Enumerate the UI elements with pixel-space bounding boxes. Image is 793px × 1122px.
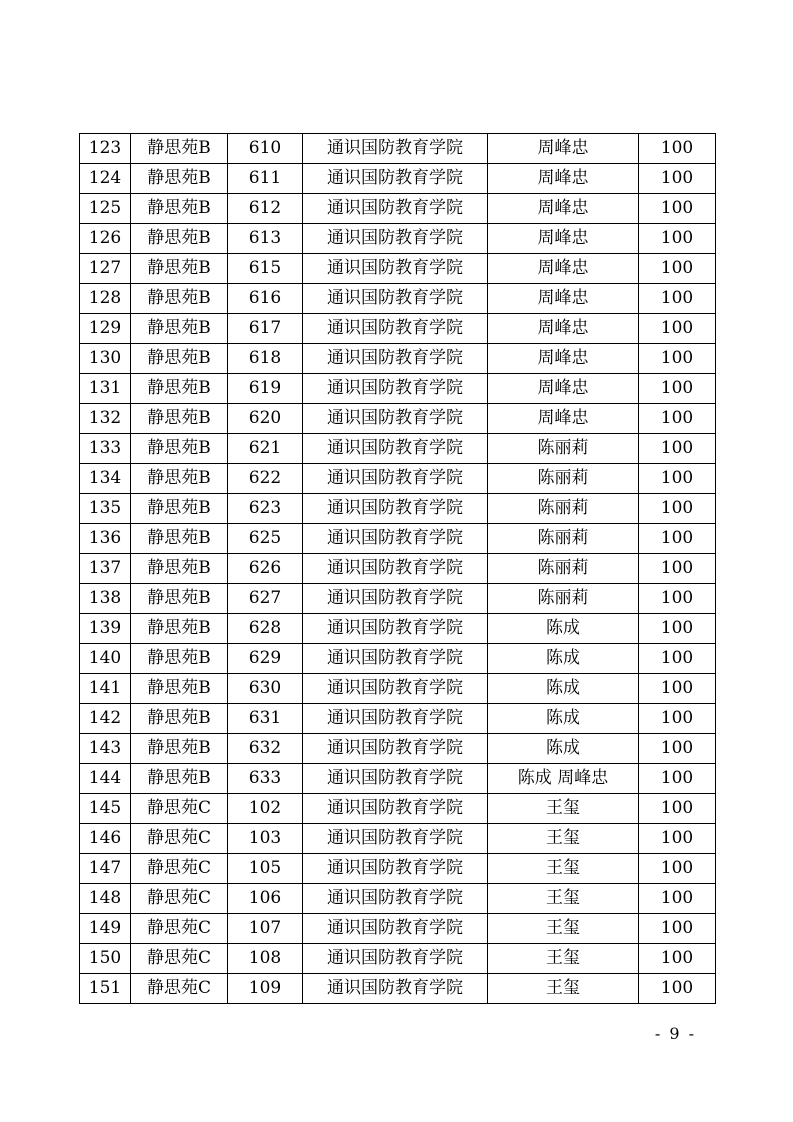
manager-cell: 王玺 [488, 974, 639, 1004]
row-number-cell: 134 [80, 464, 131, 494]
manager-cell: 周峰忠 [488, 164, 639, 194]
score-cell: 100 [639, 134, 716, 164]
manager-cell: 王玺 [488, 944, 639, 974]
room-cell: 622 [228, 464, 303, 494]
building-cell: 静思苑C [131, 914, 228, 944]
room-cell: 108 [228, 944, 303, 974]
room-cell: 612 [228, 194, 303, 224]
table-row [80, 524, 716, 554]
manager-cell: 周峰忠 [488, 254, 639, 284]
table-row [80, 704, 716, 734]
score-cell: 100 [639, 494, 716, 524]
row-number-cell: 147 [80, 854, 131, 884]
manager-cell: 周峰忠 [488, 344, 639, 374]
manager-cell: 陈丽莉 [488, 434, 639, 464]
score-cell: 100 [639, 524, 716, 554]
manager-cell: 王玺 [488, 914, 639, 944]
college-cell: 通识国防教育学院 [303, 854, 488, 884]
college-cell: 通识国防教育学院 [303, 704, 488, 734]
table-row [80, 764, 716, 794]
college-cell: 通识国防教育学院 [303, 524, 488, 554]
table-row [80, 254, 716, 284]
room-cell: 617 [228, 314, 303, 344]
college-cell: 通识国防教育学院 [303, 314, 488, 344]
room-cell: 107 [228, 914, 303, 944]
college-cell: 通识国防教育学院 [303, 464, 488, 494]
score-cell: 100 [639, 284, 716, 314]
row-number-cell: 142 [80, 704, 131, 734]
table-row [80, 884, 716, 914]
room-cell: 627 [228, 584, 303, 614]
table-row [80, 404, 716, 434]
score-cell: 100 [639, 944, 716, 974]
row-number-cell: 135 [80, 494, 131, 524]
manager-cell: 陈丽莉 [488, 524, 639, 554]
row-number-cell: 144 [80, 764, 131, 794]
manager-cell: 周峰忠 [488, 374, 639, 404]
manager-cell: 陈成 [488, 674, 639, 704]
room-cell: 629 [228, 644, 303, 674]
row-number-cell: 129 [80, 314, 131, 344]
room-cell: 626 [228, 554, 303, 584]
college-cell: 通识国防教育学院 [303, 734, 488, 764]
building-cell: 静思苑B [131, 434, 228, 464]
manager-cell: 陈成 [488, 644, 639, 674]
building-cell: 静思苑B [131, 614, 228, 644]
score-cell: 100 [639, 824, 716, 854]
manager-cell: 陈成 [488, 614, 639, 644]
score-cell: 100 [639, 584, 716, 614]
building-cell: 静思苑B [131, 674, 228, 704]
table-body [80, 134, 716, 1004]
room-cell: 615 [228, 254, 303, 284]
manager-cell: 陈成 周峰忠 [488, 764, 639, 794]
college-cell: 通识国防教育学院 [303, 614, 488, 644]
score-cell: 100 [639, 854, 716, 884]
college-cell: 通识国防教育学院 [303, 884, 488, 914]
row-number-cell: 139 [80, 614, 131, 644]
building-cell: 静思苑B [131, 554, 228, 584]
table-row [80, 194, 716, 224]
college-cell: 通识国防教育学院 [303, 794, 488, 824]
room-cell: 630 [228, 674, 303, 704]
score-cell: 100 [639, 344, 716, 374]
score-cell: 100 [639, 374, 716, 404]
building-cell: 静思苑B [131, 734, 228, 764]
room-cell: 623 [228, 494, 303, 524]
manager-cell: 陈成 [488, 704, 639, 734]
college-cell: 通识国防教育学院 [303, 674, 488, 704]
row-number-cell: 143 [80, 734, 131, 764]
building-cell: 静思苑C [131, 884, 228, 914]
college-cell: 通识国防教育学院 [303, 194, 488, 224]
room-cell: 621 [228, 434, 303, 464]
college-cell: 通识国防教育学院 [303, 284, 488, 314]
dormitory-table [79, 133, 716, 1004]
room-cell: 619 [228, 374, 303, 404]
building-cell: 静思苑B [131, 134, 228, 164]
row-number-cell: 146 [80, 824, 131, 854]
college-cell: 通识国防教育学院 [303, 764, 488, 794]
college-cell: 通识国防教育学院 [303, 224, 488, 254]
room-cell: 103 [228, 824, 303, 854]
score-cell: 100 [639, 554, 716, 584]
room-cell: 632 [228, 734, 303, 764]
room-cell: 613 [228, 224, 303, 254]
college-cell: 通识国防教育学院 [303, 434, 488, 464]
building-cell: 静思苑B [131, 374, 228, 404]
table-row [80, 974, 716, 1004]
room-cell: 618 [228, 344, 303, 374]
score-cell: 100 [639, 794, 716, 824]
row-number-cell: 148 [80, 884, 131, 914]
manager-cell: 陈成 [488, 734, 639, 764]
room-cell: 625 [228, 524, 303, 554]
score-cell: 100 [639, 764, 716, 794]
college-cell: 通识国防教育学院 [303, 974, 488, 1004]
building-cell: 静思苑B [131, 764, 228, 794]
row-number-cell: 131 [80, 374, 131, 404]
score-cell: 100 [639, 644, 716, 674]
room-cell: 633 [228, 764, 303, 794]
college-cell: 通识国防教育学院 [303, 134, 488, 164]
building-cell: 静思苑C [131, 854, 228, 884]
row-number-cell: 132 [80, 404, 131, 434]
room-cell: 610 [228, 134, 303, 164]
row-number-cell: 124 [80, 164, 131, 194]
table-row [80, 164, 716, 194]
college-cell: 通识国防教育学院 [303, 644, 488, 674]
table-row [80, 644, 716, 674]
college-cell: 通识国防教育学院 [303, 254, 488, 284]
score-cell: 100 [639, 974, 716, 1004]
college-cell: 通识国防教育学院 [303, 404, 488, 434]
score-cell: 100 [639, 674, 716, 704]
room-cell: 102 [228, 794, 303, 824]
room-cell: 631 [228, 704, 303, 734]
table-row [80, 284, 716, 314]
manager-cell: 陈丽莉 [488, 554, 639, 584]
row-number-cell: 141 [80, 674, 131, 704]
score-cell: 100 [639, 314, 716, 344]
manager-cell: 陈丽莉 [488, 584, 639, 614]
table-row [80, 314, 716, 344]
row-number-cell: 130 [80, 344, 131, 374]
room-cell: 611 [228, 164, 303, 194]
row-number-cell: 140 [80, 644, 131, 674]
manager-cell: 王玺 [488, 794, 639, 824]
building-cell: 静思苑B [131, 494, 228, 524]
building-cell: 静思苑B [131, 314, 228, 344]
manager-cell: 周峰忠 [488, 224, 639, 254]
college-cell: 通识国防教育学院 [303, 374, 488, 404]
table-row [80, 614, 716, 644]
manager-cell: 周峰忠 [488, 194, 639, 224]
college-cell: 通识国防教育学院 [303, 164, 488, 194]
building-cell: 静思苑C [131, 974, 228, 1004]
score-cell: 100 [639, 704, 716, 734]
room-cell: 106 [228, 884, 303, 914]
row-number-cell: 127 [80, 254, 131, 284]
table-row [80, 344, 716, 374]
table-row [80, 734, 716, 764]
table-row [80, 584, 716, 614]
manager-cell: 周峰忠 [488, 134, 639, 164]
building-cell: 静思苑B [131, 164, 228, 194]
page-number: - 9 - [654, 1024, 696, 1043]
college-cell: 通识国防教育学院 [303, 824, 488, 854]
manager-cell: 周峰忠 [488, 404, 639, 434]
building-cell: 静思苑B [131, 524, 228, 554]
manager-cell: 王玺 [488, 854, 639, 884]
building-cell: 静思苑B [131, 344, 228, 374]
table-row [80, 554, 716, 584]
building-cell: 静思苑B [131, 704, 228, 734]
row-number-cell: 145 [80, 794, 131, 824]
college-cell: 通识国防教育学院 [303, 944, 488, 974]
manager-cell: 王玺 [488, 884, 639, 914]
table-row [80, 914, 716, 944]
table-row [80, 224, 716, 254]
table-row [80, 794, 716, 824]
table-row [80, 434, 716, 464]
score-cell: 100 [639, 614, 716, 644]
row-number-cell: 128 [80, 284, 131, 314]
score-cell: 100 [639, 404, 716, 434]
manager-cell: 周峰忠 [488, 314, 639, 344]
table-row [80, 134, 716, 164]
college-cell: 通识国防教育学院 [303, 584, 488, 614]
building-cell: 静思苑B [131, 644, 228, 674]
row-number-cell: 150 [80, 944, 131, 974]
row-number-cell: 149 [80, 914, 131, 944]
score-cell: 100 [639, 434, 716, 464]
room-cell: 616 [228, 284, 303, 314]
college-cell: 通识国防教育学院 [303, 494, 488, 524]
table-row [80, 854, 716, 884]
score-cell: 100 [639, 194, 716, 224]
building-cell: 静思苑B [131, 254, 228, 284]
manager-cell: 周峰忠 [488, 284, 639, 314]
room-cell: 628 [228, 614, 303, 644]
building-cell: 静思苑B [131, 464, 228, 494]
score-cell: 100 [639, 734, 716, 764]
room-cell: 105 [228, 854, 303, 884]
manager-cell: 陈丽莉 [488, 464, 639, 494]
row-number-cell: 137 [80, 554, 131, 584]
row-number-cell: 123 [80, 134, 131, 164]
table-row [80, 944, 716, 974]
row-number-cell: 136 [80, 524, 131, 554]
row-number-cell: 151 [80, 974, 131, 1004]
building-cell: 静思苑B [131, 404, 228, 434]
row-number-cell: 138 [80, 584, 131, 614]
college-cell: 通识国防教育学院 [303, 554, 488, 584]
table-row [80, 464, 716, 494]
row-number-cell: 125 [80, 194, 131, 224]
row-number-cell: 126 [80, 224, 131, 254]
college-cell: 通识国防教育学院 [303, 914, 488, 944]
building-cell: 静思苑B [131, 284, 228, 314]
score-cell: 100 [639, 464, 716, 494]
building-cell: 静思苑B [131, 584, 228, 614]
manager-cell: 陈丽莉 [488, 494, 639, 524]
score-cell: 100 [639, 164, 716, 194]
score-cell: 100 [639, 224, 716, 254]
table-row [80, 494, 716, 524]
building-cell: 静思苑B [131, 194, 228, 224]
room-cell: 620 [228, 404, 303, 434]
room-cell: 109 [228, 974, 303, 1004]
building-cell: 静思苑B [131, 224, 228, 254]
table-row [80, 674, 716, 704]
row-number-cell: 133 [80, 434, 131, 464]
table-row [80, 824, 716, 854]
building-cell: 静思苑C [131, 794, 228, 824]
score-cell: 100 [639, 884, 716, 914]
college-cell: 通识国防教育学院 [303, 344, 488, 374]
manager-cell: 王玺 [488, 824, 639, 854]
building-cell: 静思苑C [131, 944, 228, 974]
score-cell: 100 [639, 254, 716, 284]
table-row [80, 374, 716, 404]
building-cell: 静思苑C [131, 824, 228, 854]
score-cell: 100 [639, 914, 716, 944]
